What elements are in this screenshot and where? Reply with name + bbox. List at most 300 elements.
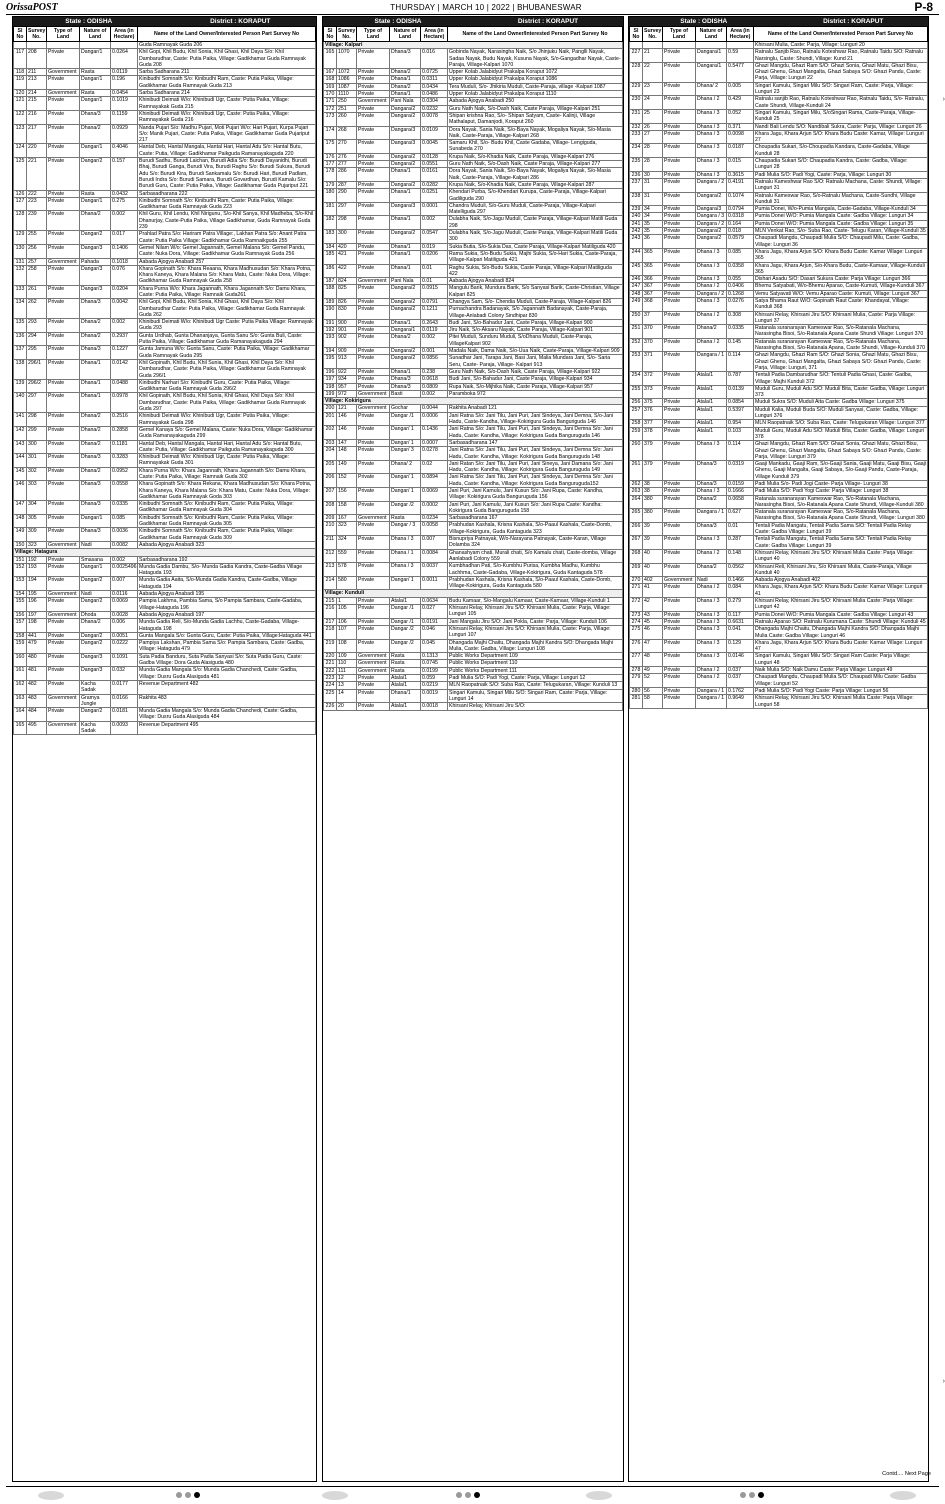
land-nature-cell: Atala/1 bbox=[696, 399, 727, 406]
area-cell: 0.0025496 bbox=[111, 563, 138, 577]
serial-cell: 213 bbox=[324, 563, 337, 577]
survey-no-cell: 277 bbox=[337, 161, 357, 168]
land-nature-cell: Dhana/1 bbox=[390, 91, 421, 98]
owner-name-cell: Kinibudhi Narhari S/o: Kinibudhi Guru, Caste: Putia Paika, Village: Gadikhamar Guda Ramnayak Guda 296/2 bbox=[138, 379, 316, 393]
area-cell: 0.0952 bbox=[111, 467, 138, 481]
land-type-cell: Private bbox=[357, 675, 390, 682]
area-cell: 0.0658 bbox=[727, 495, 754, 509]
table-row bbox=[14, 426, 316, 440]
area-cell: 0.114 bbox=[727, 441, 754, 461]
land-type-cell: Private bbox=[663, 276, 696, 283]
area-cell: 0.4191 bbox=[727, 178, 754, 192]
serial-cell: 233 bbox=[630, 130, 643, 144]
owner-name-cell: Khara Purna W/o: Khara Jagannath, Khara Jagannath S/o: Damu Khara, Caste: Putia Paika, Village: Ramnaik Guda 302 bbox=[138, 467, 316, 481]
table-row bbox=[630, 618, 928, 625]
owner-name-cell: Khirsani Reli, Khirsani Jiru, S/o Khirsani Mulia, Caste-Paraja, Village Kunduli 40 bbox=[754, 563, 928, 577]
table-row bbox=[324, 515, 623, 522]
owner-name-cell: Gunta Jamuna W/o: Gunta Sanu, Caste: Putia Paika, Village: Gadikhamar Guda Ramnayak Guda 295 bbox=[138, 346, 316, 360]
owner-name-cell: Pumia Donei, W/o-Pumia Mangala, Caste-Gadaba, Village-Kunduli 34 bbox=[754, 206, 928, 213]
owner-name-cell: Ghazi Mangdu, Ghazi Ram S/O: Ghazi Sonia, Ghazi Matu, Ghazi Bisu, Ghazi Ghenu, Ghazi Mangalta, Ghazi Sabaya S/O: Ghazi Pandu, Caste: Parja, Village: Lunguri, 371 bbox=[754, 352, 928, 372]
owner-name-cell: Gunta Urdhab, Gunta Dhananjaya, Gunta Sanu S/o: Gunta Buli, Caste: Putia Paika, Village: Gadikhamar Guda Ramanayakaguda 294 bbox=[138, 332, 316, 346]
area-cell: 0.0082 bbox=[111, 541, 138, 548]
owner-name-cell: Dulabha Naik, S/o-Jagu Muduli, Caste Paraja, Village-Kalpari Matili Guda 300 bbox=[448, 230, 623, 244]
land-nature-cell: Dangar/2 bbox=[80, 577, 111, 591]
serial-cell: 148 bbox=[14, 514, 27, 528]
area-cell: 0.0001 bbox=[421, 202, 448, 216]
area-cell: 0.0204 bbox=[111, 285, 138, 299]
area-cell: 0.0119 bbox=[111, 69, 138, 76]
owner-name-cell: Khara Jagu, Khara Arjun, S/o-Khara Budu, Caste-Kamaar, Village-Kunduli 365 bbox=[754, 262, 928, 276]
land-nature-cell: Dangara/2 bbox=[390, 355, 421, 369]
land-nature-cell: Atala/1 bbox=[390, 703, 421, 710]
area-cell: 0.0042 bbox=[111, 299, 138, 319]
serial-cell: 206 bbox=[324, 474, 337, 488]
survey-no-cell: 49 bbox=[643, 667, 663, 674]
land-type-cell: Private bbox=[663, 522, 696, 536]
table-row bbox=[324, 153, 623, 160]
land-nature-cell: Rasta bbox=[390, 515, 421, 522]
land-type-cell: Private bbox=[47, 619, 80, 633]
survey-no-cell: 220 bbox=[27, 144, 47, 158]
serial-cell: 140 bbox=[14, 393, 27, 413]
owner-name-cell: Guru Nath Naik, S/o-Dash Naik, Caste Paraja, Village-Kalpari 251 bbox=[448, 105, 623, 112]
table-row bbox=[630, 399, 928, 406]
serial-cell: 184 bbox=[324, 243, 337, 250]
column-heading: Area (in Hectare) bbox=[111, 27, 138, 42]
dateline: THURSDAY | MARCH 10 | 2022 | BHUBANESWAR bbox=[390, 2, 582, 12]
owner-name-cell: Singari Kamulu, Singari Milu S/O: Singari Ram, Caste: Parja, Village: Lunguri 23 bbox=[754, 82, 928, 96]
serial-cell: 123 bbox=[14, 124, 27, 144]
area-cell: 0.0006 bbox=[421, 412, 448, 426]
land-nature-cell: Dangara/2 bbox=[390, 230, 421, 244]
land-nature-cell: Dhana/3 bbox=[80, 454, 111, 468]
owner-name-cell: Krupa Naik, S/o-Khadia Naik, Caste Paraja, Village-Kalpari 276 bbox=[448, 153, 623, 160]
owner-name-cell: Ratnalu Aparao S/O: Ratnalu Kurumana Caste: Shundi Village: Kunduli 45 bbox=[755, 618, 926, 625]
land-nature-cell: Dangar/1 bbox=[80, 76, 111, 90]
table-row bbox=[324, 625, 623, 639]
land-type-cell: Private bbox=[663, 290, 696, 297]
land-type-cell: Private bbox=[357, 639, 390, 653]
area-cell: 0.0406 bbox=[727, 283, 754, 290]
land-nature-cell: Nadi bbox=[80, 541, 111, 548]
land-nature-cell: Nadi bbox=[696, 577, 727, 584]
survey-no-cell: 41 bbox=[643, 584, 663, 598]
area-cell: 0.0276 bbox=[727, 297, 754, 311]
survey-no-cell: 24 bbox=[643, 96, 663, 110]
land-type-cell: Private bbox=[47, 158, 80, 190]
area-cell: 0.0745 bbox=[421, 660, 448, 667]
serial-cell: 274 bbox=[630, 618, 643, 625]
land-type-cell: Private bbox=[47, 124, 80, 144]
table-row bbox=[14, 528, 316, 542]
land-nature-cell: Dhana/2 bbox=[80, 319, 111, 333]
serial-cell: 245 bbox=[630, 262, 643, 276]
owner-name-cell: Prabhudan Kashala, Krisna Kashala, S/o-Paaul Kashala, Caste-Domb, Village-Kokirigura, Guda Kantaguda 580 bbox=[448, 576, 623, 590]
land-nature-cell: Dhana/1 bbox=[390, 368, 421, 375]
land-type-cell: Private bbox=[663, 311, 696, 325]
serial-cell: 225 bbox=[324, 689, 337, 703]
survey-no-cell: 578 bbox=[337, 563, 357, 577]
land-type-cell: Private bbox=[47, 393, 80, 413]
owner-name-cell: Aabada Ajogya Anabadi 257 bbox=[138, 258, 316, 265]
owner-name-cell: Guru Nath Naik, S/o-Dash Naik, Caste Paraja, Village-Kalpari 277 bbox=[448, 161, 623, 168]
serial-cell: 180 bbox=[324, 189, 337, 203]
land-type-cell: Private bbox=[357, 91, 390, 98]
survey-no-cell: 300 bbox=[27, 440, 47, 454]
owner-name-cell: Nanda Pujari S/o: Madhu Pujari, Moti Pujari W/o: Hari Pujari, Kurpa Pujari S/o: Manik Pujari, Caste: Putia Paika, Village: Gadikhamar Guda Pujariput 217 bbox=[138, 124, 316, 144]
serial-cell: 145 bbox=[14, 467, 27, 481]
column-heading: Area (in Hectare) bbox=[727, 27, 754, 42]
table-row bbox=[324, 689, 623, 703]
land-nature-cell: Atala/1 bbox=[696, 406, 727, 420]
serial-cell: 168 bbox=[324, 76, 337, 83]
land-nature-cell: Dangar/1 bbox=[80, 563, 111, 577]
survey-no-cell: 972 bbox=[337, 390, 357, 397]
area-cell: 0.1159 bbox=[111, 110, 138, 124]
area-cell: 0.01 bbox=[727, 522, 754, 536]
survey-no-cell: 239 bbox=[27, 211, 47, 231]
area-cell: 0.1018 bbox=[111, 258, 138, 265]
serial-cell: 272 bbox=[630, 598, 643, 612]
land-nature-cell: Dhana/1 bbox=[390, 250, 421, 264]
table-row bbox=[14, 440, 316, 454]
land-nature-cell: Dhana / 2 bbox=[696, 549, 727, 563]
serial-cell: 139 bbox=[14, 379, 27, 393]
serial-cell: 248 bbox=[630, 290, 643, 297]
survey-no-cell: 56 bbox=[643, 687, 663, 694]
land-nature-cell: Dangara/2 bbox=[390, 161, 421, 168]
column-heading: Sl No bbox=[14, 27, 27, 42]
table-row bbox=[14, 244, 316, 258]
owner-name-cell: Prahlad Patra S/o: Hariram Patra Village:, Lakhan Patra S/o: Anant Patra Caste: Putia Paika Village: Gadikhamar Guda Ramnaikguda 255 bbox=[138, 231, 316, 245]
serial-cell: 212 bbox=[324, 549, 337, 563]
owner-name-cell: Shipan krishna Rao, S/o- Shipan Satyam, Caste- Kalinji, Village Mathalaput, Damanjodi, Koraput 260 bbox=[448, 112, 623, 126]
owner-name-cell: Dulabha Naik, S/o-Jagu Muduli, Caste Paraja, Village-Kalpari Matili Guda 298 bbox=[448, 216, 623, 230]
table-row bbox=[14, 285, 316, 299]
land-type-cell: Private bbox=[357, 447, 390, 461]
table-row bbox=[630, 372, 928, 386]
serial-cell: 117 bbox=[14, 49, 27, 69]
area-cell: 0.032 bbox=[111, 667, 138, 681]
survey-no-cell: 297 bbox=[27, 393, 47, 413]
column-heading: Type of Land bbox=[663, 27, 696, 42]
land-type-cell: Private bbox=[357, 348, 390, 355]
land-type-cell: Private bbox=[357, 243, 390, 250]
area-cell: 0.027 bbox=[421, 605, 448, 619]
survey-no-cell: 367 bbox=[643, 283, 663, 290]
table-row bbox=[14, 211, 316, 231]
survey-no-cell: 196 bbox=[27, 598, 47, 612]
area-cell: 0.0488 bbox=[111, 379, 138, 393]
area-cell: 0.5477 bbox=[727, 62, 754, 82]
table-row bbox=[14, 158, 316, 190]
table-row bbox=[324, 112, 623, 126]
serial-cell: 243 bbox=[630, 235, 643, 249]
area-cell: 0.9649 bbox=[727, 695, 754, 709]
survey-no-cell: 380 bbox=[643, 509, 663, 523]
land-nature-cell: Dangar/2 bbox=[80, 632, 111, 639]
owner-name-cell: Kinibudhi Somnath S/o: Kinibudhi Ram, Caste: Putia Paika, Village: Gadikhamar Guda Ramnayak Guda 309 bbox=[138, 528, 316, 542]
owner-name-cell: Public Works Department 109 bbox=[448, 653, 623, 660]
land-type-cell: Government bbox=[47, 721, 80, 735]
village-heading: Village: Kokirigura bbox=[324, 398, 623, 405]
owner-name-cell: Aabada Ajogya Anabadi 195 bbox=[138, 591, 316, 598]
serial-cell: 178 bbox=[324, 168, 337, 182]
land-type-cell: Private bbox=[663, 82, 696, 96]
owner-name-cell: Munda Gadia Aaita, S/o-Munda Gadia Kandra, Caste-Gadba, Village Hataguda 194 bbox=[138, 577, 316, 591]
land-type-cell: Private bbox=[357, 112, 390, 126]
serial-cell: 167 bbox=[324, 69, 337, 76]
land-type-cell: Private bbox=[47, 231, 80, 245]
land-nature-cell: Dhana/2 bbox=[80, 440, 111, 454]
land-nature-cell: Dhana/2 bbox=[80, 124, 111, 144]
table-row bbox=[630, 62, 928, 82]
area-cell: 0.01 bbox=[421, 278, 448, 285]
land-nature-cell: Dhana / 2 bbox=[696, 667, 727, 674]
land-type-cell: Government bbox=[47, 90, 80, 97]
table-row bbox=[324, 439, 623, 446]
owner-name-cell: Pumia Donei W/O: Pumia Mangala Caste: Gadba Village: Lunguri 34 bbox=[754, 213, 928, 220]
survey-no-cell: 214 bbox=[27, 90, 47, 97]
owner-name-cell: Pampia Lakhma, Pambia Sama, S/o Pampia Sambara, Caste-Gadaba, Village-Hataguda 196 bbox=[138, 598, 316, 612]
table-row bbox=[14, 90, 316, 97]
survey-no-cell: 108 bbox=[337, 639, 357, 653]
owner-name-cell: Chaupadi Mangdu, Chaupadi Mulia S/O: Chaupadi Milu, Caste: Gadba, Village: Lunguri 36 bbox=[754, 235, 928, 249]
table-row bbox=[630, 522, 928, 536]
area-cell: 0.007 bbox=[421, 536, 448, 550]
land-nature-cell: Dangar/3 bbox=[80, 244, 111, 258]
land-nature-cell: Dangar/2 bbox=[80, 598, 111, 612]
survey-no-cell: 300 bbox=[337, 230, 357, 244]
land-type-cell: Private bbox=[357, 426, 390, 440]
land-nature-cell: Dangara / 1 bbox=[696, 695, 727, 709]
area-cell: 0.0358 bbox=[727, 262, 754, 276]
table-row bbox=[324, 639, 623, 653]
table-row bbox=[630, 96, 928, 110]
table-row bbox=[630, 144, 928, 158]
land-nature-cell: Atala/1 bbox=[390, 675, 421, 682]
area-cell: 0.0078 bbox=[421, 112, 448, 126]
serial-cell: 182 bbox=[324, 216, 337, 230]
owner-name-cell: Upper Kolab Jalabidyut Prakalpa Koraput 1072 bbox=[448, 69, 623, 76]
serial-cell: 151 bbox=[14, 556, 27, 563]
table-row bbox=[630, 536, 928, 550]
survey-no-cell: 31 bbox=[643, 192, 663, 206]
land-nature-cell: Dhana / 3 bbox=[696, 158, 727, 172]
table-row bbox=[14, 667, 316, 681]
table-row bbox=[630, 130, 928, 144]
land-nature-cell: Dangara / 2 bbox=[696, 290, 727, 297]
land-type-cell: Private bbox=[357, 264, 390, 278]
land-type-cell: Private bbox=[47, 708, 80, 722]
owner-name-cell: Khara Jagu, Khara Arjun S/O: Khara Budu Caste: Kamar Village: Lunguri 365 bbox=[754, 248, 928, 262]
land-type-cell: Private bbox=[357, 522, 390, 536]
notice-column-1 bbox=[12, 16, 317, 1482]
table-row bbox=[14, 541, 316, 548]
land-type-cell: Private bbox=[47, 244, 80, 258]
survey-no-cell: 148 bbox=[337, 447, 357, 461]
masthead-rule bbox=[6, 14, 939, 15]
survey-no-cell: 922 bbox=[337, 368, 357, 375]
owner-name-cell: Khara Gopinath S/o: Khara Rekana, Khara Madhusudan S/o: Khara Potna, Khara Kaneya, Khara Malana S/o: Khara Matu, Caste: Nuka Dora, Village: Gadikhamar Guda Ramnayak Goda 303 bbox=[138, 481, 316, 501]
owner-name-cell: Gemel Nilam W/o: Gemel Jagannath, Gemel Malana S/o: Gemel Pandu, Caste: Nuka Dora, Village: Gadikhamar Guda Ramnayak Guda 256 bbox=[138, 244, 316, 258]
land-type-cell: Government bbox=[357, 390, 390, 397]
land-nature-cell: Dhana / 3 bbox=[696, 297, 727, 311]
land-type-cell: Private bbox=[663, 509, 696, 523]
area-cell: 0.037 bbox=[727, 674, 754, 688]
land-nature-cell: Dangar/3 bbox=[80, 653, 111, 667]
serial-cell: 271 bbox=[630, 584, 643, 598]
survey-no-cell: 223 bbox=[27, 197, 47, 211]
serial-cell: 226 bbox=[324, 703, 337, 710]
survey-no-cell: 480 bbox=[27, 653, 47, 667]
area-cell: 0.0069 bbox=[111, 598, 138, 612]
area-cell: 0.0454 bbox=[111, 90, 138, 97]
land-type-cell: Private bbox=[663, 427, 696, 441]
owner-name-cell: Jani Mangalu Jiru S/O: Jani Pokla, Caste: Parja, Village: Kunduli 106 bbox=[448, 618, 623, 625]
owner-name-cell: Revenue Department 495 bbox=[138, 721, 316, 735]
serial-cell: 229 bbox=[630, 82, 643, 96]
land-type-cell: Private bbox=[663, 461, 696, 481]
survey-no-cell: 1086 bbox=[337, 76, 357, 83]
table-row bbox=[630, 577, 928, 584]
land-nature-cell: Dangar/ 1 bbox=[390, 488, 421, 502]
owner-name-cell: Padi Mulia S/O: Padi Yogi Caste: Parja Village: Lunguri 56 bbox=[754, 687, 928, 694]
registration-mark bbox=[38, 1491, 64, 1500]
survey-no-cell: 305 bbox=[27, 514, 47, 528]
serial-cell: 238 bbox=[630, 192, 643, 206]
serial-cell: 136 bbox=[14, 332, 27, 346]
owner-name-cell: Aabada Ajogya Anabadi 402 bbox=[754, 577, 928, 584]
area-cell: 0.0128 bbox=[421, 153, 448, 160]
land-type-cell: Private bbox=[357, 474, 390, 488]
owner-name-cell: Dhangada Majhi Chaitu, Dhangada Majhi Kandra S/O: Dhangada Majhi Mulia, Caste: Gadba, Village: Lunguri 108 bbox=[448, 639, 623, 653]
serial-cell: 199 bbox=[324, 390, 337, 397]
land-type-cell: Private bbox=[357, 285, 390, 299]
land-type-cell: Private bbox=[357, 140, 390, 154]
serial-cell: 209 bbox=[324, 515, 337, 522]
land-nature-cell: Dhana / 1 bbox=[390, 549, 421, 563]
land-nature-cell: Dangara/2 bbox=[696, 228, 727, 235]
serial-cell: 264 bbox=[630, 495, 643, 509]
table-row bbox=[14, 611, 316, 618]
serial-cell: 204 bbox=[324, 447, 337, 461]
owner-name-cell: Dora Nayak, Sania Naik, S/o-Baya Nayak, Mogaliya Nayak, S/o-Masia Naik, Caste-Paraja, Village-Kalpari 268 bbox=[448, 126, 623, 140]
area-cell: 0.0219 bbox=[421, 682, 448, 689]
land-nature-cell: Dhana / 3 bbox=[696, 441, 727, 461]
serial-cell: 279 bbox=[630, 674, 643, 688]
serial-cell: 179 bbox=[324, 181, 337, 188]
survey-no-cell: 110 bbox=[337, 660, 357, 667]
area-cell: 0.3615 bbox=[727, 171, 754, 178]
land-type-cell bbox=[47, 42, 80, 49]
serial-cell: 155 bbox=[14, 598, 27, 612]
land-type-cell: Private bbox=[357, 250, 390, 264]
survey-no-cell: 42 bbox=[643, 598, 663, 612]
serial-cell: 195 bbox=[324, 355, 337, 369]
table-row bbox=[14, 190, 316, 197]
land-nature-cell: Dangara/2 bbox=[390, 181, 421, 188]
owner-name-cell: Upper Kolab Jalabidyut Prakalpa Koraput 1086 bbox=[448, 76, 623, 83]
survey-no-cell: 52 bbox=[643, 674, 663, 688]
serial-cell: 268 bbox=[630, 549, 643, 563]
area-cell: 0.001 bbox=[421, 348, 448, 355]
land-nature-cell: Dhana / 3 bbox=[696, 123, 727, 130]
survey-no-cell: 20 bbox=[337, 703, 357, 710]
owner-name-cell: Sukia Butia, S/o-Sukia Das, Caste Paraja, Village-Kalpari Matiliguda 420 bbox=[448, 243, 623, 250]
column-heading: Sl No bbox=[630, 27, 643, 42]
serial-cell: 214 bbox=[324, 576, 337, 590]
survey-no-cell: 256 bbox=[27, 244, 47, 258]
survey-no-cell: 195 bbox=[27, 591, 47, 598]
land-nature-cell: Dhana/2 bbox=[80, 211, 111, 231]
serial-cell: 262 bbox=[630, 481, 643, 488]
serial-cell: 196 bbox=[324, 368, 337, 375]
table-row bbox=[324, 230, 623, 244]
area-cell: 0.052 bbox=[727, 109, 754, 123]
owner-name-cell: Changya Sam, S/o- Chendia Muduli, Caste-Paraja, Village-Kalpari 826 bbox=[448, 298, 623, 305]
area-cell: 0.1436 bbox=[421, 426, 448, 440]
table-row bbox=[14, 359, 316, 379]
area-cell: 0.002 bbox=[111, 556, 138, 563]
area-cell: 0.275 bbox=[111, 197, 138, 211]
land-nature-cell: Atala/1 bbox=[696, 372, 727, 386]
owner-name-cell: Khirsani Relay, Khirsani Jiru S/O: bbox=[448, 703, 623, 710]
table-row bbox=[324, 383, 623, 390]
serial-cell: 119 bbox=[14, 76, 27, 90]
table-row bbox=[14, 319, 316, 333]
area-cell: 0.429 bbox=[727, 96, 754, 110]
area-cell: 0.0319 bbox=[727, 461, 754, 481]
land-type-cell: Private bbox=[663, 144, 696, 158]
survey-no-cell: 35 bbox=[643, 228, 663, 235]
land-type-cell: Private bbox=[47, 577, 80, 591]
table-row bbox=[324, 91, 623, 98]
serial-cell: 255 bbox=[630, 385, 643, 399]
survey-no-cell: 255 bbox=[27, 231, 47, 245]
survey-no-cell: 484 bbox=[27, 708, 47, 722]
survey-no-cell: 30 bbox=[643, 171, 663, 178]
land-type-cell: Private bbox=[357, 412, 390, 426]
land-nature-cell: Dangar /2 bbox=[390, 639, 421, 653]
survey-no-cell: 216 bbox=[27, 110, 47, 124]
land-nature-cell: Dhana/3 bbox=[80, 346, 111, 360]
masthead bbox=[0, 0, 945, 14]
land-type-cell: Private bbox=[357, 49, 390, 69]
owner-name-cell: Muduli Sukra S/O: Muduli Aita Caste: Gadba Village: Lunguri 375 bbox=[754, 399, 928, 406]
land-type-cell: Private bbox=[663, 49, 696, 63]
survey-no-cell: 290 bbox=[337, 189, 357, 203]
serial-cell: 220 bbox=[324, 653, 337, 660]
table-row bbox=[14, 42, 316, 49]
area-cell: 0.1091 bbox=[111, 653, 138, 667]
survey-no-cell: 367 bbox=[643, 290, 663, 297]
land-type-cell: Private bbox=[357, 168, 390, 182]
area-cell: 0.0725 bbox=[421, 69, 448, 76]
serial-cell: 169 bbox=[324, 83, 337, 90]
survey-no-cell: 111 bbox=[337, 667, 357, 674]
serial-cell: 191 bbox=[324, 319, 337, 326]
serial-cell: 253 bbox=[630, 352, 643, 372]
registration-mark bbox=[586, 1491, 612, 1500]
land-nature-cell: Dangar/ 1 bbox=[390, 439, 421, 446]
area-cell: 0.007 bbox=[111, 577, 138, 591]
land-nature-cell: Rasta bbox=[80, 90, 111, 97]
serial-cell: 202 bbox=[324, 426, 337, 440]
area-cell: 0.2516 bbox=[111, 413, 138, 427]
area-cell: 0.0007 bbox=[421, 439, 448, 446]
land-nature-cell: Kacha Sadak bbox=[80, 721, 111, 735]
